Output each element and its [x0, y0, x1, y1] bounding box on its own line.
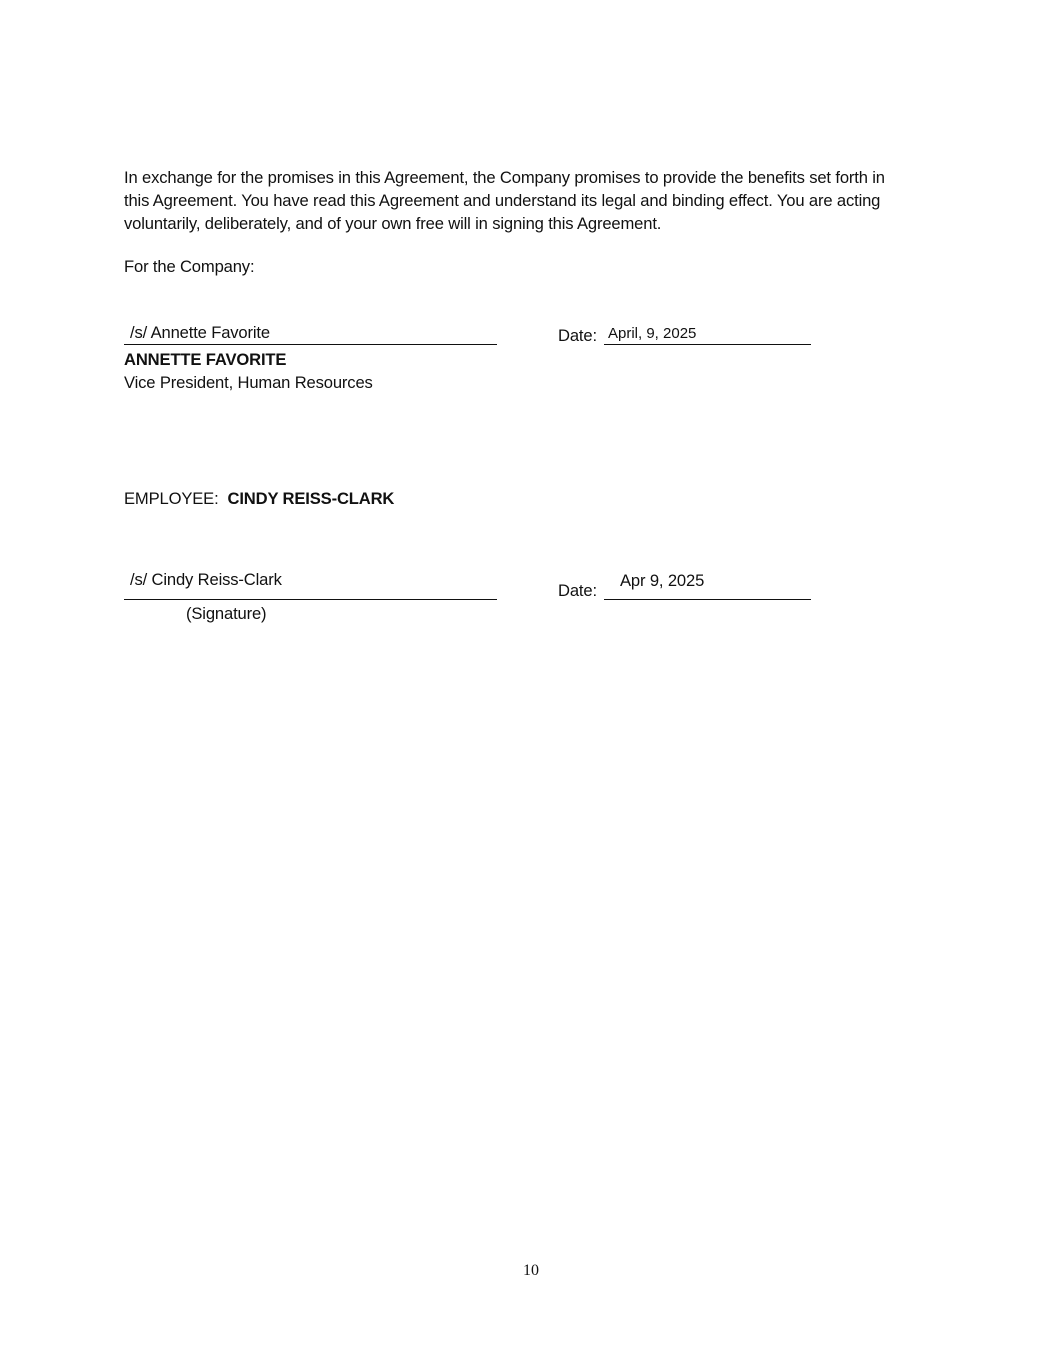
employee-signature-line — [124, 599, 497, 600]
employee-name: CINDY REISS-CLARK — [227, 489, 395, 508]
page-number: 10 — [523, 1262, 539, 1279]
employee-signature-caption: (Signature) — [186, 604, 267, 623]
paragraph-line-1: In exchange for the promises in this Agreement, the Company promises to provide the benefits set forth in — [124, 168, 885, 187]
employee-date-value: Apr 9, 2025 — [620, 571, 705, 590]
company-date-line — [604, 344, 811, 345]
employee-date-label: Date: — [558, 581, 597, 600]
company-signature: /s/ Annette Favorite — [130, 323, 270, 342]
employee-label-row — [124, 489, 394, 509]
employee-label: EMPLOYEE: — [124, 489, 219, 508]
agreement-paragraph — [124, 166, 944, 236]
company-signature-line — [124, 344, 497, 345]
company-signatory-name: ANNETTE FAVORITE — [124, 350, 287, 369]
company-date-label: Date: — [558, 326, 597, 345]
employee-signature: /s/ Cindy Reiss-Clark — [130, 570, 282, 589]
for-company-label: For the Company: — [124, 257, 255, 276]
company-signatory-title: Vice President, Human Resources — [124, 373, 373, 392]
company-date-value: April, 9, 2025 — [608, 325, 697, 342]
employee-date-line — [604, 599, 811, 600]
paragraph-line-2: this Agreement. You have read this Agreement and understand its legal and binding effect. You are acting — [124, 191, 881, 211]
paragraph-line-3: voluntarily, deliberately, and of your own free will in signing this Agreement. — [124, 214, 662, 234]
